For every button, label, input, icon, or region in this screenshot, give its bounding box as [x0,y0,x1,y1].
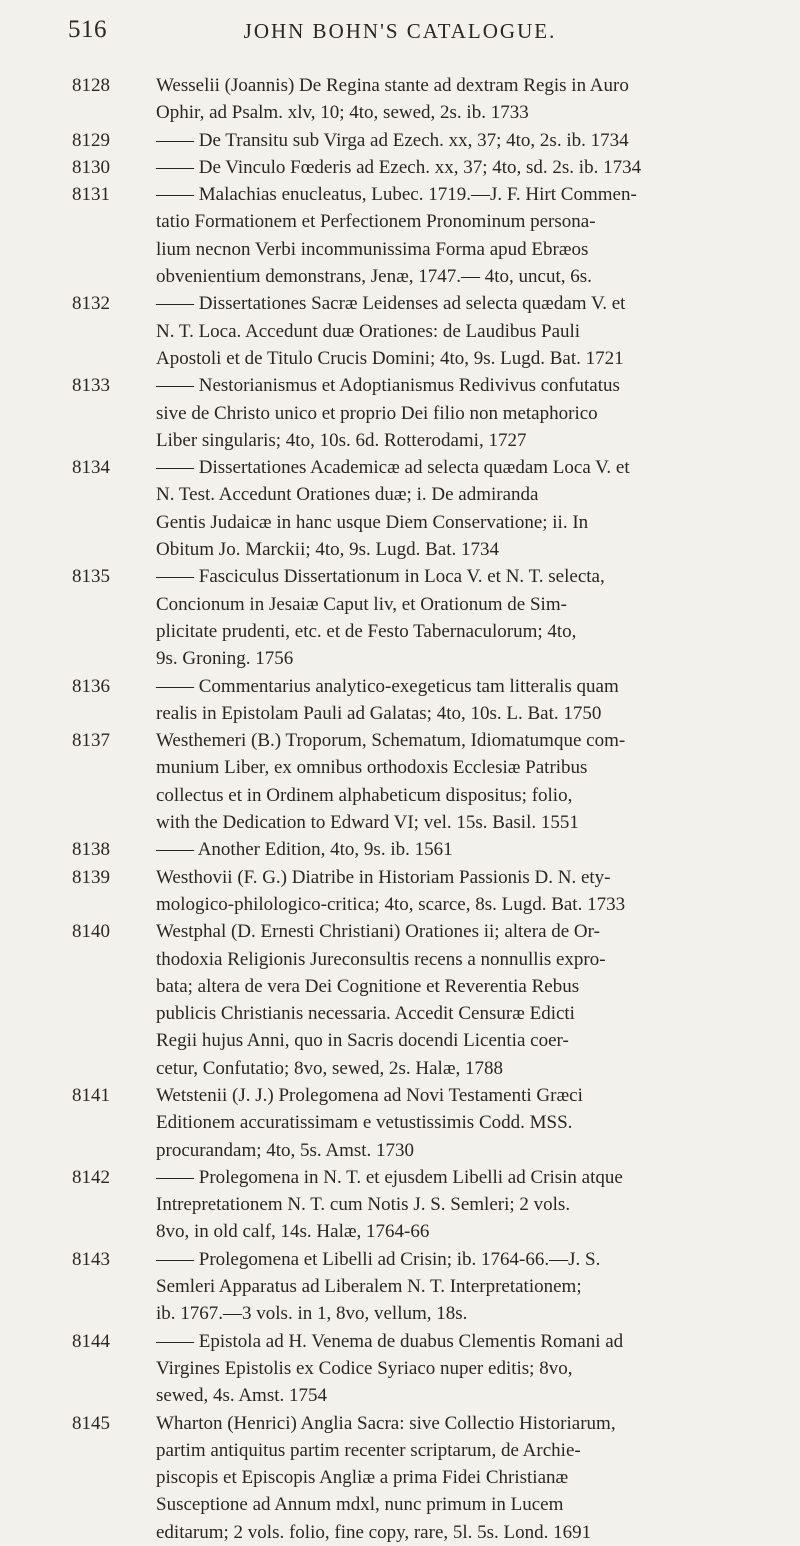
entry-line: —— Prolegomena et Libelli ad Crisin; ib. 1764-66.—J. S. [156,1248,601,1270]
catalogue-entries [72,72,742,1546]
entry-line: Wetstenii (J. J.) Prolegomena ad Novi Testamenti Græci [156,1084,583,1106]
entry-line: —— Dissertationes Sacræ Leidenses ad selecta quædam V. et [156,293,626,315]
entry-line: —— De Vinculo Fœderis ad Ezech. xx, 37; 4to, sd. 2s. ib. 1734 [156,156,642,178]
lot-number: 8141 [72,1084,110,1106]
catalogue-entry [72,673,742,728]
lot-number: 8132 [72,293,110,315]
entry-line: Gentis Judaicæ in hanc usque Diem Conservatione; ii. In [156,511,589,533]
lot-number: 8138 [72,839,110,861]
entry-line: plicitate prudenti, etc. et de Festo Tabernaculorum; 4to, [156,620,577,642]
entry-line: sive de Christo unico et proprio Dei filio non metaphorico [156,402,598,424]
catalogue-entry [72,1410,742,1546]
catalogue-entry [72,72,742,127]
entry-line: Apostoli et de Titulo Crucis Domini; 4to, 9s. Lugd. Bat. 1721 [156,347,624,369]
lot-number: 8144 [72,1330,110,1352]
entry-line: 9s. Groning. 1756 [156,648,294,670]
entry-line: —— Commentarius analytico-exegeticus tam litteralis quam [156,675,619,697]
lot-number: 8145 [72,1412,110,1434]
entry-line: collectus et in Ordinem alphabeticum dispositus; folio, [156,784,573,806]
catalogue-entry [72,1246,742,1328]
entry-line: —— Prolegomena in N. T. et ejusdem Libelli ad Crisin atque [156,1166,623,1188]
catalogue-entry [72,154,742,181]
entry-line: —— Malachias enucleatus, Lubec. 1719.—J. F. Hirt Commen- [156,184,637,206]
catalogue-entry [72,563,742,672]
entry-line: —— Epistola ad H. Venema de duabus Clementis Romani ad [156,1330,624,1352]
catalogue-entry [72,727,742,836]
entry-line: Liber singularis; 4to, 10s. 6d. Rotterodami, 1727 [156,429,527,451]
catalogue-entry [72,918,742,1082]
entry-line: with the Dedication to Edward VI; vel. 15s. Basil. 1551 [156,812,579,834]
catalogue-entry [72,127,742,154]
entry-line: publicis Christianis necessaria. Accedit Censuræ Edicti [156,1003,575,1025]
entry-line: Susceptione ad Annum mdxl, nunc primum in Lucem [156,1494,564,1516]
catalogue-entry [72,290,742,372]
lot-number: 8129 [72,129,110,151]
entry-line: editarum; 2 vols. folio, fine copy, rare, 5l. 5s. Lond. 1691 [156,1521,592,1543]
entry-line: Westphal (D. Ernesti Christiani) Orationes ii; altera de Or- [156,921,600,943]
lot-number: 8131 [72,184,110,206]
catalogue-entry [72,454,742,563]
lot-number: 8139 [72,866,110,888]
catalogue-entry [72,372,742,454]
entry-line: piscopis et Episcopis Angliæ a prima Fidei Christianæ [156,1467,569,1489]
entry-line: mologico-philologico-critica; 4to, scarce, 8s. Lugd. Bat. 1733 [156,893,626,915]
lot-number: 8140 [72,921,110,943]
catalogue-entry [72,864,742,919]
lot-number: 8143 [72,1248,110,1270]
catalogue-entry [72,1164,742,1246]
entry-line: Wharton (Henrici) Anglia Sacra: sive Collectio Historiarum, [156,1412,616,1434]
entry-line: procurandam; 4to, 5s. Amst. 1730 [156,1139,415,1161]
entry-line: Regii hujus Anni, quo in Sacris docendi Licentia coer- [156,1030,569,1052]
entry-line: N. T. Loca. Accedunt duæ Orationes: de Laudibus Pauli [156,320,581,342]
lot-number: 8128 [72,75,110,96]
entry-line: Editionem accuratissimam e vetustissimis Codd. MSS. [156,1112,573,1134]
lot-number: 8135 [72,566,110,588]
lot-number: 8134 [72,457,110,479]
catalogue-entry [72,836,742,863]
entry-line: realis in Epistolam Pauli ad Galatas; 4to, 10s. L. Bat. 1750 [156,702,602,724]
catalogue-entry [72,1082,742,1164]
lot-number: 8142 [72,1166,110,1188]
entry-line: N. Test. Accedunt Orationes duæ; i. De admiranda [156,484,539,506]
entry-line: Intrepretationem N. T. cum Notis J. S. Semleri; 2 vols. [156,1194,571,1216]
entry-line: —— Nestorianismus et Adoptianismus Redivivus confutatus [156,375,620,397]
lot-number: 8136 [72,675,110,697]
entry-line: tatio Formationem et Perfectionem Pronominum persona- [156,211,596,233]
entry-line: —— De Transitu sub Virga ad Ezech. xx, 37; 4to, 2s. ib. 1734 [156,129,629,151]
entry-line: Semleri Apparatus ad Liberalem N. T. Interpretationem; [156,1276,582,1298]
entry-line: Wesselii (Joannis) De Regina stante ad dextram Regis in Auro [156,75,629,96]
entry-line: —— Dissertationes Academicæ ad selecta quædam Loca V. et [156,457,630,479]
entry-line: munium Liber, ex omnibus orthodoxis Ecclesiæ Patribus [156,757,588,779]
entry-line: lium necnon Verbi incommunissima Forma apud Ebræos [156,238,589,260]
entry-line: thodoxia Religionis Jureconsultis recens a nonnullis expro- [156,948,606,970]
catalogue-entry [72,181,742,290]
entry-line: —— Fasciculus Dissertationum in Loca V. et N. T. selecta, [156,566,605,588]
entry-line: —— Another Edition, 4to, 9s. ib. 1561 [156,839,453,861]
entry-line: ib. 1767.—3 vols. in 1, 8vo, vellum, 18s. [156,1303,468,1325]
lot-number: 8137 [72,730,110,752]
entry-line: Concionum in Jesaiæ Caput liv, et Orationum de Sim- [156,593,567,615]
page-number: 516 [68,16,107,43]
page-header [68,16,732,46]
lot-number: 8133 [72,375,110,397]
catalogue-entry [72,1328,742,1410]
lot-number: 8130 [72,156,110,178]
entry-line: obvenientium demonstrans, Jenæ, 1747.— 4to, uncut, 6s. [156,266,592,288]
entry-line: Virgines Epistolis ex Codice Syriaco nuper editis; 8vo, [156,1357,573,1379]
entry-line: Obitum Jo. Marckii; 4to, 9s. Lugd. Bat. 1734 [156,539,500,561]
entry-line: partim antiquitus partim recenter scriptarum, de Archie- [156,1439,581,1461]
entry-line: cetur, Confutatio; 8vo, sewed, 2s. Halæ, 1788 [156,1057,503,1079]
entry-line: 8vo, in old calf, 14s. Halæ, 1764-66 [156,1221,430,1243]
running-title: JOHN BOHN'S CATALOGUE. [243,19,557,43]
entry-line: Ophir, ad Psalm. xlv, 10; 4to, sewed, 2s. ib. 1733 [156,102,529,124]
entry-line: bata; altera de vera Dei Cognitione et Reverentia Rebus [156,975,580,997]
entry-line: sewed, 4s. Amst. 1754 [156,1385,327,1407]
entry-line: Westhovii (F. G.) Diatribe in Historiam Passionis D. N. ety- [156,866,611,888]
entry-line: Westhemeri (B.) Troporum, Schematum, Idiomatumque com- [156,730,626,752]
